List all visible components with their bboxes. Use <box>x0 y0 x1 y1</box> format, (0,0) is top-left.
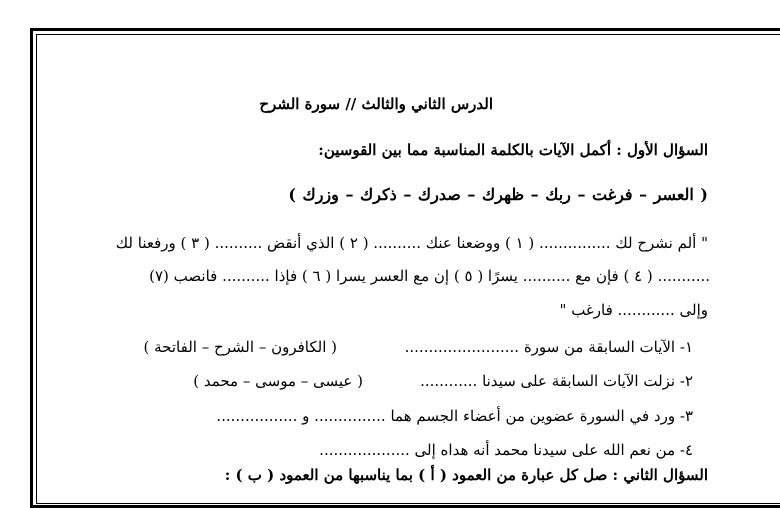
verse-line: ........... ( ٤ ) فإن مع .......... يسرًا ( ٥ ) إن مع العسر يسرا ( ٦ ) فإذا .......... فانصب (٧) <box>149 267 710 285</box>
sub-question-3: ٣- ورد في السورة عضوين من أعضاء الجسم هما ............... و ................. <box>216 407 693 425</box>
sub-question-2: ٢- نزلت الآيات السابقة على سيدنا ............ <box>420 372 693 390</box>
verse-line: وإلى ............ فارغب " <box>559 301 708 319</box>
sub-question-2-choices: ( عيسى – موسى – محمد ) <box>193 372 363 390</box>
sub-question-4: ٤- من نعم الله على سيدنا محمد أنه هداه إلى ................... <box>319 441 693 459</box>
word-bank: ( العسر – فرغت – ربك – ظهرك – صدرك – ذكرك – وزرك ) <box>288 185 708 204</box>
question-1-heading: السؤال الأول : أكمل الآيات بالكلمة المناسبة مما بين القوسين: <box>318 141 708 159</box>
lesson-title: الدرس الثاني والثالث // سورة الشرح <box>259 95 493 113</box>
question-2-heading: السؤال الثاني : صل كل عبارة من العمود ( أ ) بما يناسبها من العمود ( ب ) : <box>224 466 708 484</box>
sub-question-1: ١- الآيات السابقة من سورة ........................ <box>404 338 693 356</box>
verse-line: " ألم نشرح لك ............... ( ١ ) ووضعنا عنك .......... ( ٢ ) الذي أنقض .......... ( ٣ ) ورفعنا لك <box>115 234 708 252</box>
sub-question-1-choices: ( الكافرون – الشرح – الفاتحة ) <box>143 338 337 356</box>
